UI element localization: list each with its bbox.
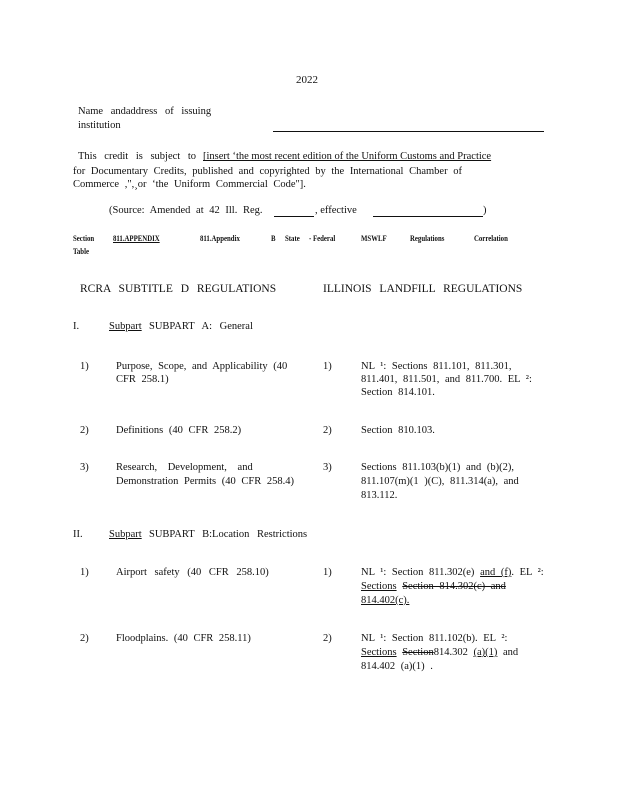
page-number: 2022 xyxy=(296,74,318,86)
row-b1-rnum: 1) xyxy=(323,567,332,578)
subpart-a-number: I. xyxy=(73,321,80,332)
row-b2-left: Floodplains. (40 CFR 258.11) xyxy=(116,633,251,644)
row-a2-left: Definitions (40 CFR 258.2) xyxy=(116,425,242,436)
row-a2-right: Section 810.103. xyxy=(361,425,435,436)
row-b2-right2b: Section xyxy=(402,647,434,658)
row-a3-left2: Demonstration Permits (40 CFR 258.4) xyxy=(116,476,294,487)
row-b1-left: Airport safety (40 CFR 258.10) xyxy=(116,567,269,578)
row-a3-left: Research, Development, and xyxy=(116,462,253,473)
row-a1-number: 1) xyxy=(80,361,89,372)
table-title-b: B xyxy=(271,234,276,243)
table-title-correlation: Correlation xyxy=(474,234,508,243)
row-b1-right1a: NL ¹: Section 811.302(e) xyxy=(361,567,475,578)
row-a1-right1: NL ¹: Sections 811.101, 811.301, xyxy=(361,361,512,372)
subpart-b-label: SUBPART B:Location Restrictions xyxy=(149,529,308,540)
column-header-illinois: ILLINOIS LANDFILL REGULATIONS xyxy=(323,283,523,295)
row-a2-number: 2) xyxy=(80,425,89,436)
row-b2-right2c: 814.302 xyxy=(433,647,468,658)
row-b1-right1b: and (f) xyxy=(480,567,512,578)
table-title-appendix-struck: 811.APPENDIX xyxy=(113,234,160,243)
row-a2-rnum: 2) xyxy=(323,425,332,436)
row-a3-right2: 811.107(m)(1 )(C), 811.314(a), and xyxy=(361,476,519,487)
source-effective: , effective xyxy=(315,205,357,216)
subpart-b-number: II. xyxy=(73,529,83,540)
row-a3-right3: 813.112. xyxy=(361,490,398,501)
table-title-appendix: 811.Appendix xyxy=(200,234,240,243)
row-b1-right2b: Section 814.302(c) and xyxy=(402,581,506,592)
table-title-state: State xyxy=(285,234,300,243)
issuer-label-line2: institution xyxy=(78,120,121,131)
row-b2-right2d: (a)(1) xyxy=(473,647,498,658)
row-a3-rnum: 3) xyxy=(323,462,332,473)
row-a1-left: Purpose, Scope, and Applicability (40 xyxy=(116,361,288,372)
table-title-mswlf: MSWLF xyxy=(361,234,387,243)
credit-clause-line2: for Documentary Credits, published and copyrighted by the International Chamber of xyxy=(73,166,462,177)
reg-blank-line xyxy=(274,216,314,217)
row-b2-right2 xyxy=(361,647,518,658)
column-header-rcra: RCRA SUBTITLE D REGULATIONS xyxy=(80,283,277,295)
row-b1-right1c: . EL ²: xyxy=(511,567,544,578)
credit-clause-prefix: This credit is subject to xyxy=(78,151,196,162)
source-close: ) xyxy=(483,205,487,216)
row-a1-left2: CFR 258.1) xyxy=(116,374,169,385)
row-b1-right2a: Sections xyxy=(361,581,397,592)
row-b1-right1 xyxy=(361,567,544,578)
credit-clause-line3: Commerce ,",¸or ‘the Uniform Commercial Code"]. xyxy=(73,179,306,190)
row-b1-number: 1) xyxy=(80,567,89,578)
row-b2-right2a: Sections xyxy=(361,647,397,658)
table-title-section: Section xyxy=(73,234,95,243)
credit-clause-insert: [insert ‘the most recent edition of the Uniform Customs and Practice xyxy=(203,151,492,162)
row-b2-right3: 814.402 (a)(1) . xyxy=(361,661,433,672)
row-b1-right3: 814.402(c). xyxy=(361,595,410,606)
subpart-a-struck: Subpart xyxy=(109,321,142,332)
row-b2-rnum: 2) xyxy=(323,633,332,644)
subpart-a-label: SUBPART A: General xyxy=(149,321,253,332)
row-b1-right2 xyxy=(361,581,506,592)
issuer-label: Name andaddress of issuing xyxy=(78,106,212,117)
source-note: (Source: Amended at 42 Ill. Reg. xyxy=(109,205,263,216)
table-title-federal: - Federal xyxy=(309,234,336,243)
row-a3-number: 3) xyxy=(80,462,89,473)
row-a3-right1: Sections 811.103(b)(1) and (b)(2), xyxy=(361,462,514,473)
row-b2-right2e: and xyxy=(503,647,519,658)
row-a1-right3: Section 814.101. xyxy=(361,387,435,398)
row-b2-right1: NL ¹: Section 811.102(b). EL ²: xyxy=(361,633,508,644)
row-a1-rnum: 1) xyxy=(323,361,332,372)
row-a1-right2: 811.401, 811.501, and 811.700. EL ²: xyxy=(361,374,532,385)
table-title-table: Table xyxy=(73,247,90,256)
subpart-b-struck: Subpart xyxy=(109,529,142,540)
row-b2-number: 2) xyxy=(80,633,89,644)
effective-blank-line xyxy=(373,216,483,217)
issuer-blank-line xyxy=(273,131,544,132)
table-title-regulations: Regulations xyxy=(410,234,445,243)
